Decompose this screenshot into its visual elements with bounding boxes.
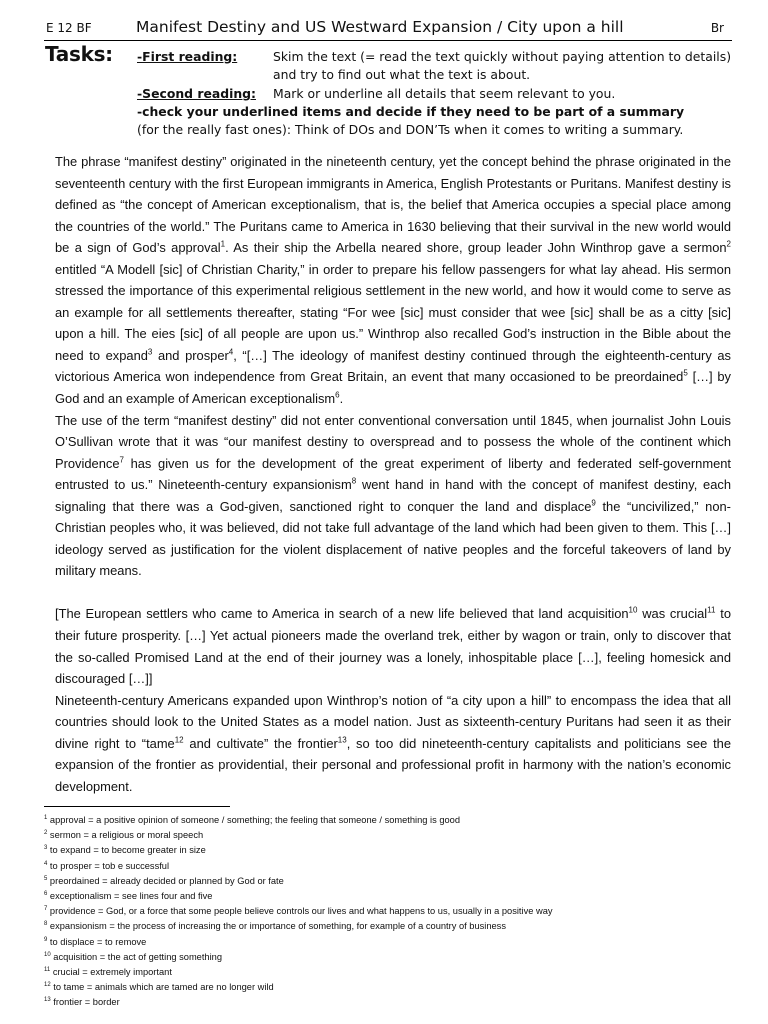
page-header [44,18,732,41]
paragraph-3 [55,603,731,689]
footnote-number: 11 [44,966,51,973]
text-segment: was crucial [637,606,708,622]
task-fast: (for the really fast ones): Think of DOs and DON’Ts when it comes to writing a summary. [137,122,684,137]
paragraph-2 [55,410,731,582]
text-segment: […] by God and an example of American exceptionalism [55,369,731,407]
footnote [44,889,744,904]
footnote-ref: 8 [351,476,357,486]
footnote-text: approval = a positive opinion of someone / something; the feeling that someone / something is good [47,815,461,825]
footnote [44,935,744,950]
footnote-text: crucial = extremely important [50,967,172,978]
footnote-text: to tame = animals which are tamed are no longer wild [50,982,274,993]
footnote-ref: 4 [228,347,234,357]
text-segment: Nineteenth-century Americans expanded upon Winthrop’s notion of “a city upon a hill” to encompass the idea that all countries should look to the United States as a model nation. Just as sixteenth-century Puritans had seen it as their divine right to “tame [55,692,731,751]
second-reading-label: -Second reading: [137,86,256,101]
text-segment: The phrase “manifest destiny” originated in the nineteenth century, yet the concept behind the phrase originated in the seventeenth century with the first European immigrants in America, English Protestants or Puritans. Manifest destiny is defined as “the concept of American exceptionalism, that is, the belief that America occupies a special place among the countries of the world.” The Puritans came to America in 1630 believing that their survival in the new world would be a sign of God’s approval [55,154,731,256]
footnote-number: 12 [44,982,51,989]
text-segment: , so too did nineteenth-century capitalists and politicians see the expansion of the frontier as providential, their personal and professional profit in harmony with the nation’s economic development. [55,735,731,794]
teacher-initials: Br [710,21,724,35]
page-title: Manifest Destiny and US Westward Expansion / City upon a hill [136,18,624,36]
footnote-text: to displace = to remove [47,936,147,947]
paragraph-4 [55,690,731,798]
text-segment: to their future prosperity. […] Yet actual pioneers made the overland trek, either by wagon or train, only to discover that the so-called Promised Land at the end of their journey was a lonely, inhospitable place […], feeling homesick and discouraged […]] [55,606,731,687]
footnote-number: 7 [44,906,48,913]
footnote-number: 2 [44,830,48,837]
footnote-ref: 9 [591,498,596,508]
task-check: -check your underlined items and decide if they need to be part of a summary [137,104,685,119]
article-text [55,151,731,797]
footnote [44,859,744,874]
footnote-text: acquisition = the act of getting something [50,951,223,962]
footnote-ref: 10 [628,606,638,616]
footnote-number: 3 [44,845,48,852]
second-reading-text: Mark or underline all details that seem relevant to you. [273,86,616,101]
text-segment: has given us for the development of the great experiment of liberty and federated self-government entrusted to us.” Nineteenth-century expansionism [55,455,731,493]
footnote [44,950,744,965]
footnote-number: 10 [44,951,51,958]
footnote-ref: 1 [220,239,226,249]
text-segment: the “uncivilized,” non-Christian peoples who, it was believed, did not take full advantage of the land which had been given to them. This […] ideology served as justification for the violent displacement of native peoples and the forceful takeovers of land by military means. [55,498,731,579]
first-reading-text-2: and try to find out what the text is about. [273,67,531,82]
footnote-number: 1 [44,814,48,821]
paragraph-1 [55,151,731,410]
text-segment: went hand in hand with the concept of manifest destiny, each signaling that there was a God-given, sanctioned right to conquer the land and displace [55,477,731,514]
footnote-ref: 11 [707,606,716,616]
footnote [44,995,744,1010]
footnote-text: sermon = a religious or moral speech [47,830,204,841]
footnote-ref: 6 [335,390,340,400]
footnote-number: 13 [44,997,51,1004]
footnote-text: preordained = already decided or planned by God or fate [47,875,284,886]
footnote-number: 4 [44,860,48,867]
text-segment: The use of the term “manifest destiny” did not enter conventional conversation until 1845, when journalist John Louis O’Sullivan wrote that it was “our manifest destiny to overspread and to possess the whole of the continent which Providence [55,412,731,471]
tasks-heading: Tasks: [45,42,113,66]
footnote [44,828,744,843]
footnote [44,904,744,919]
footnote [44,980,744,995]
footnote [44,919,744,934]
text-segment: [The European settlers who came to America in search of a new life believed that land acquisition [55,606,629,622]
footnote [44,874,744,889]
footnote-ref: 5 [683,369,688,379]
footnote-text: frontier = border [50,997,120,1008]
text-segment: and prosper [152,347,229,363]
footnote-text: exceptionalism = see lines four and five [47,891,213,902]
footnote-number: 8 [44,921,48,928]
footnote-divider [44,806,230,807]
text-segment: entitled “A Modell [sic] of Christian Charity,” in order to prepare his fellow passengers for what lay ahead. His sermon stressed the importance of this experimental religious settlement in the new world, and how it would come to serve as an example for all settlements thereafter, stating “For wee [sic] must consider that wee [sic] shall be as a citty [sic] upon a hill. The eies [sic] of all people are upon us.” Winthrop also recalled God’s instruction in the Bible about the need to expand [55,261,731,363]
first-reading-label: -First reading: [137,49,238,64]
footnote-text: to expand = to become greater in size [47,845,206,856]
footnote [44,843,744,858]
first-reading-text-1: Skim the text (= read the text quickly without paying attention to details) [273,49,732,64]
footnote-ref: 3 [147,347,153,357]
footnote-ref: 13 [337,735,347,745]
footnote-text: expansionism = the process of increasing the or importance of something, for example of a country of business [47,921,506,932]
text-segment: , “[…] The ideology of manifest destiny continued through the eighteenth-century as victorious America won independence from Great Britain, an event that many occasioned to be preordained [55,347,731,385]
text-segment: and cultivate” the frontier [183,735,338,751]
course-code: E 12 BF [46,21,92,35]
footnote-ref: 2 [726,239,731,249]
footnote [44,965,744,980]
footnote-number: 5 [44,875,48,882]
footnote-text: providence = God, or a force that some people believe controls our lives and what happens to us, usually in a positive way [47,906,553,917]
footnotes [44,813,744,1011]
footnote-text: to prosper = tob e successful [47,860,170,871]
footnote [44,813,744,828]
text-segment: . As their ship the Arbella neared shore, group leader John Winthrop gave a sermon [225,240,727,256]
footnote-number: 6 [44,890,48,897]
footnote-ref: 12 [174,735,184,745]
text-segment: . [339,391,344,407]
footnote-number: 9 [44,936,48,943]
footnote-ref: 7 [119,455,124,465]
